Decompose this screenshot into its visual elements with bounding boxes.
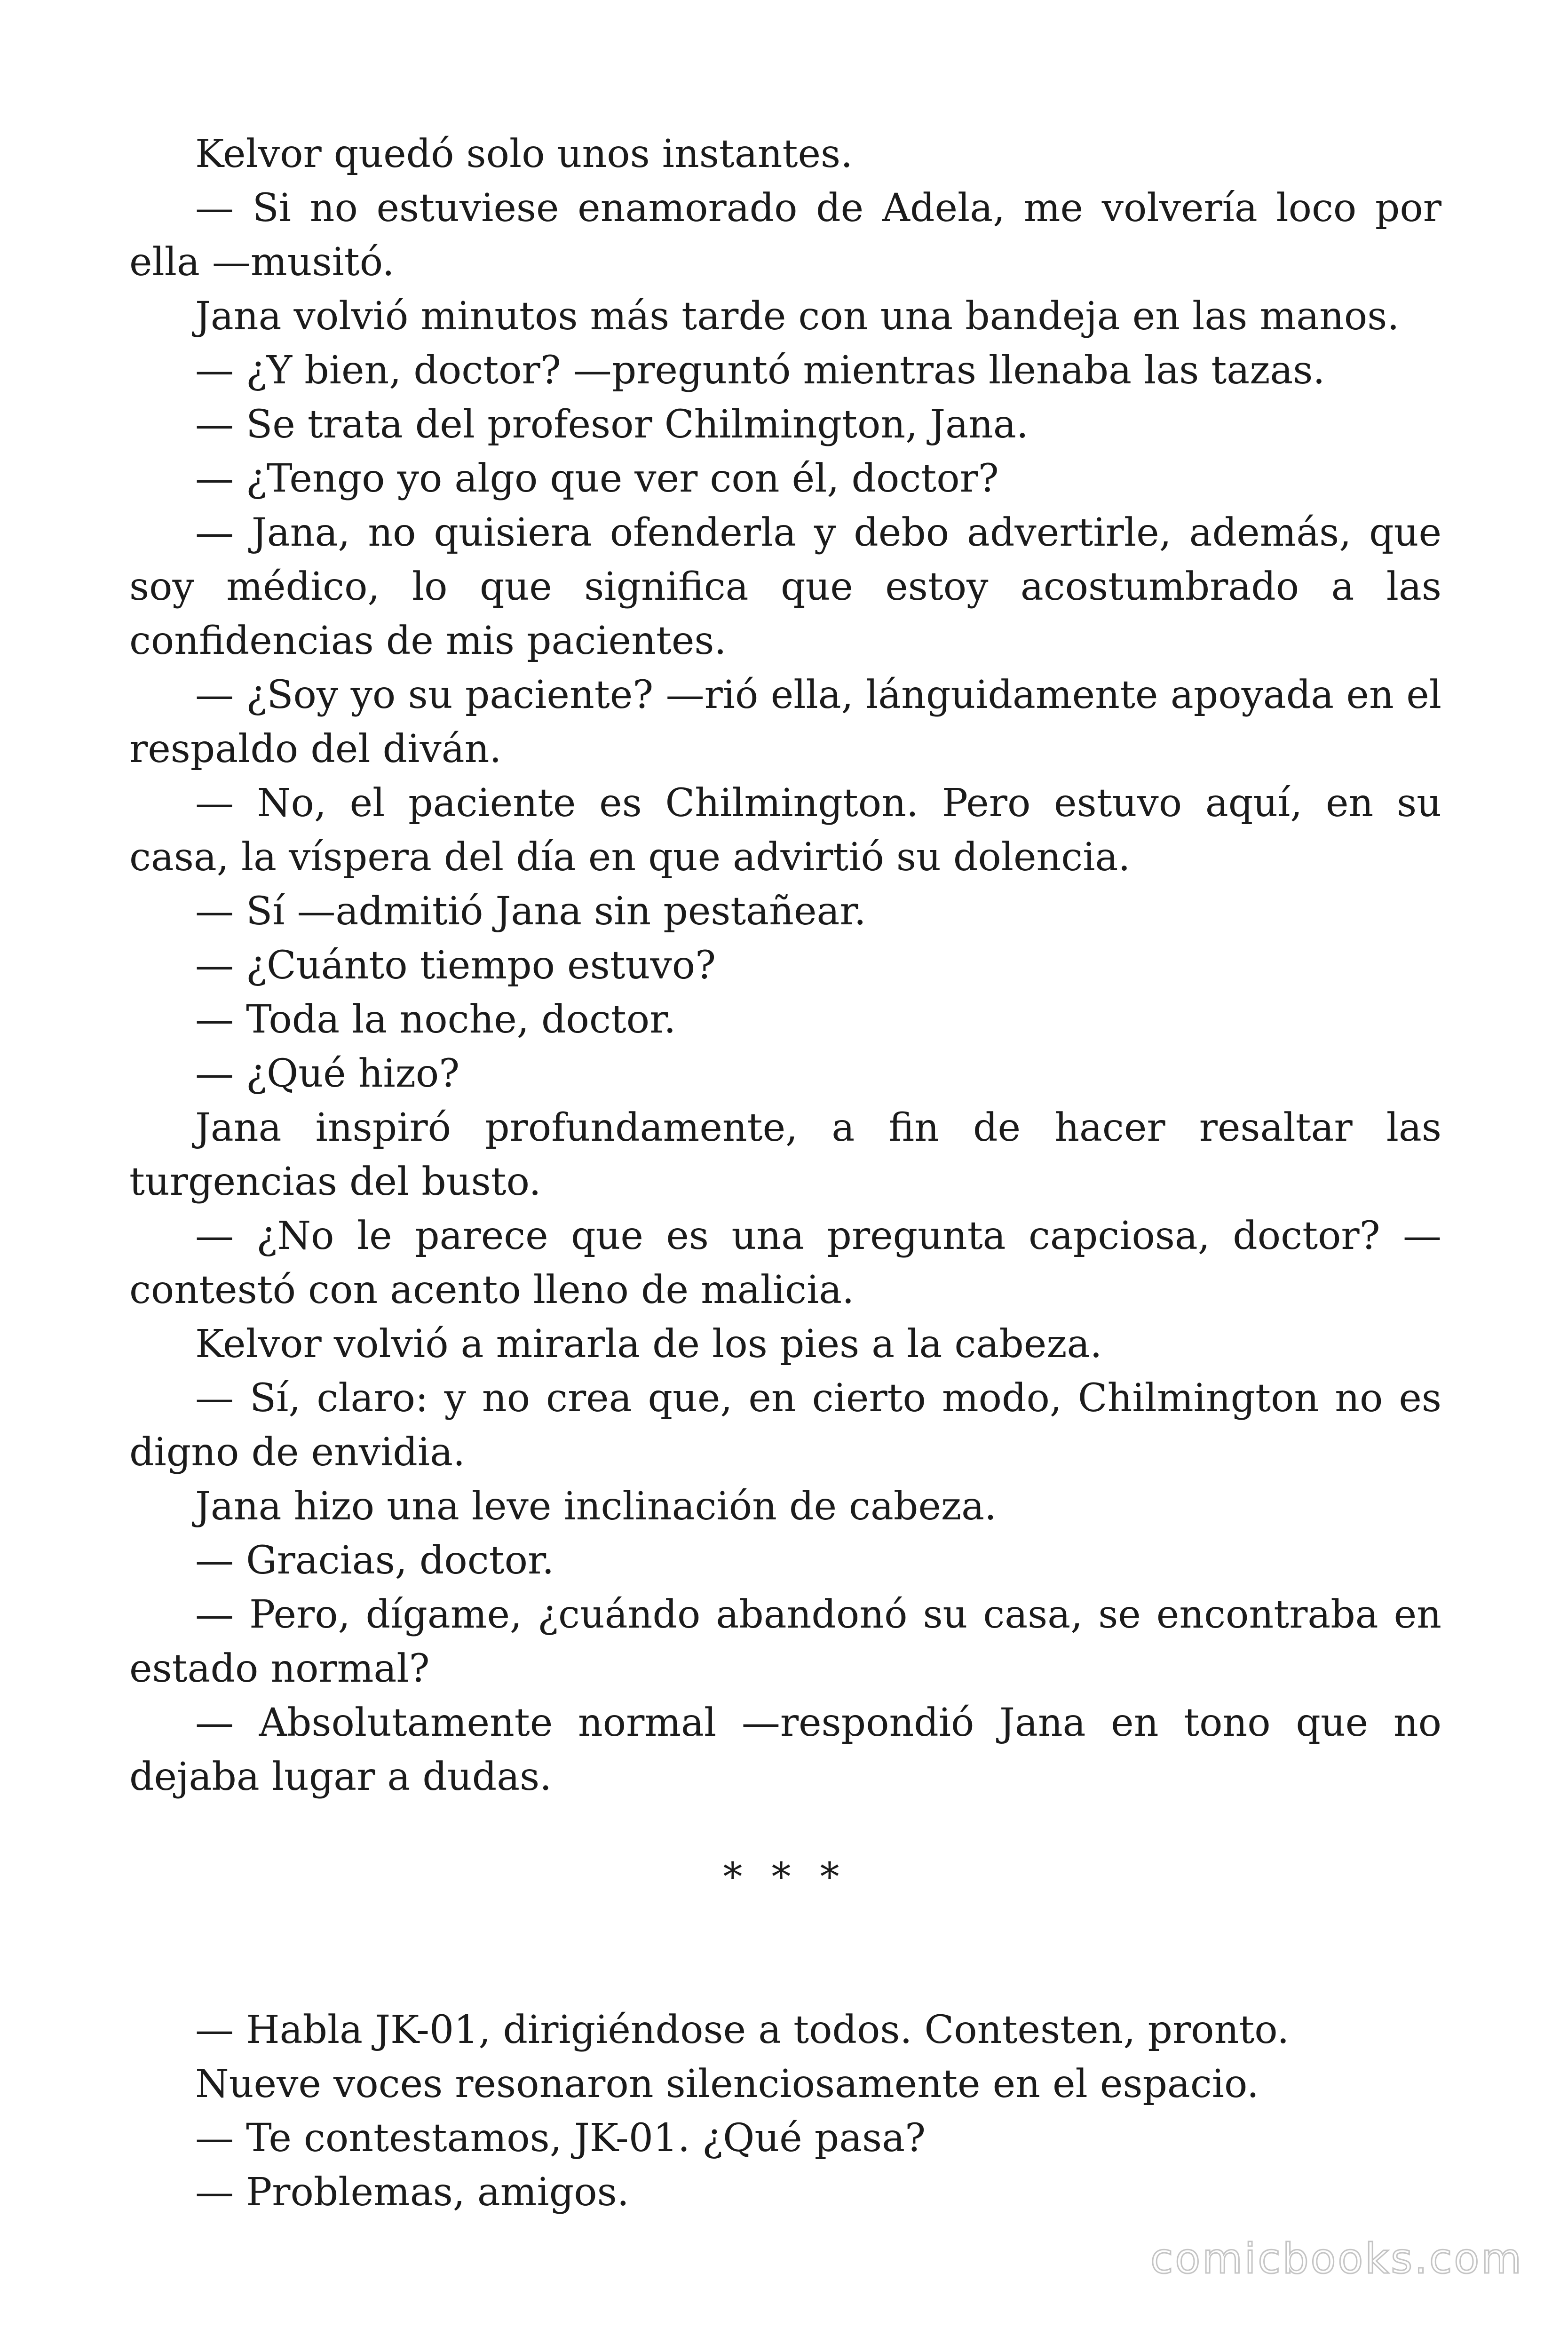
paragraph: Kelvor quedó solo unos instantes. (195, 132, 853, 176)
text-block-after (129, 2003, 1441, 2219)
paragraph: — Si no estuviese enamorado de Adela, me volvería loco por ella —musitó. (129, 186, 1441, 285)
paragraph: — Sí, claro: y no crea que, en cierto modo, Chilmington no es digno de envidia. (129, 1376, 1441, 1475)
paragraph: — Jana, no quisiera ofenderla y debo advertirle, además, que soy médico, lo que significa que estoy acostumbrado a las confidencias de mis pacientes. (129, 510, 1441, 663)
book-page (129, 127, 1441, 2219)
paragraph: — Se trata del profesor Chilmington, Jana. (195, 402, 1029, 447)
paragraph: Nueve voces resonaron silenciosamente en el espacio. (195, 2062, 1259, 2106)
paragraph: Jana inspiró profundamente, a fin de hacer resaltar las turgencias del busto. (129, 1105, 1441, 1204)
paragraph: — Te contestamos, JK-01. ¿Qué pasa? (195, 2116, 926, 2161)
paragraph: — Problemas, amigos. (195, 2170, 629, 2215)
paragraph: — Absolutamente normal —respondió Jana en tono que no dejaba lugar a dudas. (129, 1700, 1441, 1799)
paragraph: — ¿Cuánto tiempo estuvo? (195, 943, 716, 988)
paragraph: Jana hizo una leve inclinación de cabeza. (195, 1484, 997, 1529)
paragraph: — Habla JK-01, dirigiéndose a todos. Contesten, pronto. (195, 2008, 1290, 2052)
paragraph: — ¿No le parece que es una pregunta capciosa, doctor? —contestó con acento lleno de malicia. (129, 1214, 1441, 1312)
watermark: comicbooks.com (1150, 2234, 1523, 2283)
paragraph: — Gracias, doctor. (195, 1538, 554, 1583)
paragraph: — Toda la noche, doctor. (195, 997, 676, 1042)
paragraph: — ¿Qué hizo? (195, 1051, 460, 1096)
paragraph: Kelvor volvió a mirarla de los pies a la cabeza. (195, 1322, 1102, 1367)
paragraph: — ¿Soy yo su paciente? —rió ella, lánguidamente apoyada en el respaldo del diván. (129, 673, 1441, 771)
paragraph: — ¿Y bien, doctor? —preguntó mientras llenaba las tazas. (195, 348, 1325, 393)
text-block-before (129, 127, 1441, 1804)
paragraph: — No, el paciente es Chilmington. Pero estuvo aquí, en su casa, la víspera del día en que advirtió su dolencia. (129, 781, 1441, 880)
paragraph: — Pero, dígame, ¿cuándo abandonó su casa, se encontraba en estado normal? (129, 1592, 1441, 1691)
paragraph: Jana volvió minutos más tarde con una bandeja en las manos. (195, 294, 1400, 339)
paragraph: — Sí —admitió Jana sin pestañear. (195, 889, 866, 934)
section-separator: * * * (723, 1855, 848, 1899)
paragraph: — ¿Tengo yo algo que ver con él, doctor? (195, 456, 999, 501)
